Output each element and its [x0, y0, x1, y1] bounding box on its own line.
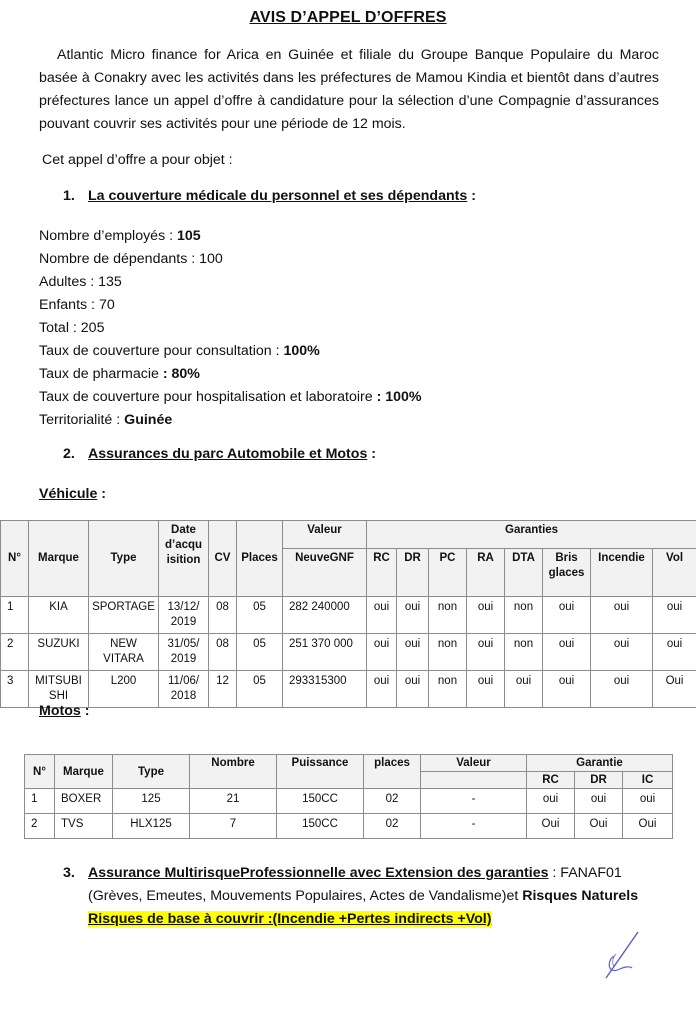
cell-marque: SUZUKI [29, 634, 89, 671]
cell-cv: 08 [209, 597, 237, 634]
col-header-garanties: Garanties [367, 521, 696, 549]
section-number: 2. [63, 446, 75, 462]
stat-label: Taux de couverture pour hospitalisation et laboratoire [39, 389, 377, 405]
stat-label: Total : [39, 320, 81, 336]
cell-vol: Oui [653, 671, 696, 708]
col-header-rc: RC [367, 549, 397, 597]
cell-type: HLX125 [113, 814, 190, 839]
col-header-marque: Marque [29, 521, 89, 597]
stat-value: 105 [177, 228, 201, 244]
cell-valeur: - [421, 814, 527, 839]
stat-territorialite [39, 409, 422, 432]
col-header-valeur-neuve: NeuveGNF [283, 549, 367, 597]
cell-rc: oui [367, 671, 397, 708]
stat-adultes [39, 271, 422, 294]
heading-suffix: : [467, 188, 476, 204]
cell-places: 05 [237, 634, 283, 671]
stat-label: Taux de couverture pour consultation : [39, 343, 284, 359]
cell-places: 05 [237, 671, 283, 708]
cell-dr: oui [575, 789, 623, 814]
cell-places: 02 [364, 814, 421, 839]
medical-stats-list [39, 225, 422, 432]
stat-value: : 100% [376, 389, 422, 405]
cell-incendie: oui [591, 671, 653, 708]
table-row [1, 597, 696, 634]
cell-places: 02 [364, 789, 421, 814]
col-header-nombre: Nombre [190, 755, 277, 789]
stat-label: Taux de pharmacie [39, 366, 163, 382]
col-header-puissance: Puissance [277, 755, 364, 789]
col-header-incendie: Incendie [591, 549, 653, 597]
highlighted-risques-base: Risques de base à couvrir :(Incendie +Pertes indirects +Vol) [88, 911, 492, 927]
cell-rc: Oui [527, 814, 575, 839]
section-title: Assurance MultirisqueProfessionnelle avec Extension des garanties [88, 865, 549, 881]
section-3-text: : FANAF01 (Grèves, Emeutes, Mouvements Populaires, Actes de Vandalisme)et [88, 865, 622, 904]
col-header-cv: CV [209, 521, 237, 597]
cell-dr: oui [397, 634, 429, 671]
col-header-valeur-sub [421, 772, 527, 789]
col-header-dta: DTA [505, 549, 543, 597]
cell-incendie: oui [591, 634, 653, 671]
cell-marque: KIA [29, 597, 89, 634]
cell-valeur: - [421, 789, 527, 814]
section-title: La couverture médicale du personnel et ses dépendants [88, 188, 468, 204]
cell-places: 05 [237, 597, 283, 634]
cell-bris-glaces: oui [543, 634, 591, 671]
objet-line: Cet appel d’offre a pour objet : [42, 152, 233, 168]
cell-puissance: 150CC [277, 814, 364, 839]
col-header-bris-glaces: Bris glaces [543, 549, 591, 597]
col-header-num: N° [25, 755, 55, 789]
cell-incendie: oui [591, 597, 653, 634]
section-3 [63, 862, 663, 931]
cell-type: NEW VITARA [89, 634, 159, 671]
stat-hospitalisation [39, 386, 422, 409]
table-row [25, 789, 673, 814]
cell-ra: oui [467, 597, 505, 634]
intro-paragraph [39, 44, 659, 136]
col-header-num: N° [1, 521, 29, 597]
col-header-pc: PC [429, 549, 467, 597]
cell-pc: non [429, 597, 467, 634]
cell-valeur: 293315300 [283, 671, 367, 708]
motos-table [24, 754, 673, 839]
cell-rc: oui [367, 634, 397, 671]
cell-date: 11/06/ 2018 [159, 671, 209, 708]
cell-date: 13/12/ 2019 [159, 597, 209, 634]
stat-value: 100% [283, 343, 320, 359]
section-number: 1. [63, 188, 75, 204]
table-row [25, 814, 673, 839]
col-header-marque: Marque [55, 755, 113, 789]
cell-dr: oui [397, 597, 429, 634]
cell-nombre: 21 [190, 789, 277, 814]
stat-label: Adultes : [39, 274, 99, 290]
cell-dr: oui [397, 671, 429, 708]
col-header-places: Places [237, 521, 283, 597]
table-row [1, 671, 696, 708]
heading-suffix: : [367, 446, 377, 462]
table-header-row [25, 755, 673, 772]
page-title: AVIS D’APPEL D’OFFRES [249, 9, 447, 26]
heading-suffix: : [97, 486, 107, 502]
cell-cv: 08 [209, 634, 237, 671]
stat-pharmacie [39, 363, 422, 386]
stat-label: Nombre de dépendants : [39, 251, 200, 267]
section-3-body [88, 862, 663, 931]
cell-ra: oui [467, 634, 505, 671]
vehicule-heading [39, 486, 106, 502]
motos-heading [39, 703, 89, 719]
section-number: 3. [63, 865, 75, 881]
stat-value: 205 [80, 320, 105, 336]
cell-marque: TVS [55, 814, 113, 839]
stat-consultation [39, 340, 422, 363]
cell-nombre: 7 [190, 814, 277, 839]
col-header-ic: IC [623, 772, 673, 789]
stat-label: Nombre d’employés : [39, 228, 177, 244]
heading-suffix: : [80, 703, 90, 719]
cell-vol: oui [653, 597, 696, 634]
cell-vol: oui [653, 634, 696, 671]
cell-valeur: 282 240000 [283, 597, 367, 634]
col-header-rc: RC [527, 772, 575, 789]
cell-puissance: 150CC [277, 789, 364, 814]
col-header-date: Date d’acqu isition [159, 521, 209, 597]
section-2-heading [63, 446, 376, 462]
cell-rc: oui [527, 789, 575, 814]
stat-value: 135 [98, 274, 122, 290]
subsection-title: Véhicule [39, 486, 98, 502]
col-header-dr: DR [397, 549, 429, 597]
stat-employes [39, 225, 422, 248]
cell-num: 2 [1, 634, 29, 671]
col-header-ra: RA [467, 549, 505, 597]
stat-total [39, 317, 422, 340]
signature-icon [598, 928, 648, 984]
section-1-heading [63, 188, 476, 204]
cell-cv: 12 [209, 671, 237, 708]
cell-dta: non [505, 597, 543, 634]
cell-pc: non [429, 671, 467, 708]
subsection-title: Motos [39, 703, 81, 719]
stat-dependants [39, 248, 422, 271]
cell-ic: Oui [623, 814, 673, 839]
cell-marque: MITSUBI SHI [29, 671, 89, 708]
table-header-row [1, 521, 696, 549]
stat-enfants [39, 294, 422, 317]
col-header-valeur: Valeur [421, 755, 527, 772]
cell-rc: oui [367, 597, 397, 634]
col-header-type: Type [113, 755, 190, 789]
cell-ic: oui [623, 789, 673, 814]
cell-dr: Oui [575, 814, 623, 839]
cell-type: 125 [113, 789, 190, 814]
cell-type: SPORTAGE [89, 597, 159, 634]
cell-ra: oui [467, 671, 505, 708]
col-header-vol: Vol [653, 549, 696, 597]
col-header-garantie: Garantie [527, 755, 673, 772]
vehicule-table [0, 520, 696, 708]
stat-value: 100 [199, 251, 223, 267]
cell-num: 1 [25, 789, 55, 814]
stat-label: Enfants : [39, 297, 99, 313]
table-row [1, 634, 696, 671]
cell-bris-glaces: oui [543, 671, 591, 708]
col-header-valeur: Valeur [283, 521, 367, 549]
cell-num: 3 [1, 671, 29, 708]
intro-text: Atlantic Micro finance for Arica en Guinée et filiale du Groupe Banque Populaire du Maroc basée à Conakry avec les activités dans les préfectures de Mamou Kindia et bientôt dans d’autres préfectures lance un appel d’offre à candidature pour la sélection d’une Compagnie d’assurances pouvant couvrir ses activités pour une période de 12 mois. [39, 47, 659, 132]
stat-value: 70 [98, 297, 115, 313]
cell-num: 1 [1, 597, 29, 634]
cell-date: 31/05/ 2019 [159, 634, 209, 671]
col-header-type: Type [89, 521, 159, 597]
cell-bris-glaces: oui [543, 597, 591, 634]
stat-label: Territorialité : [39, 412, 125, 428]
cell-type: L200 [89, 671, 159, 708]
stat-value: Guinée [124, 412, 173, 428]
cell-pc: non [429, 634, 467, 671]
risques-naturels: Risques Naturels [522, 888, 639, 904]
cell-valeur: 251 370 000 [283, 634, 367, 671]
stat-value: : 80% [162, 366, 200, 382]
cell-dta: non [505, 634, 543, 671]
col-header-dr: DR [575, 772, 623, 789]
cell-dta: oui [505, 671, 543, 708]
col-header-places: places [364, 755, 421, 789]
section-title: Assurances du parc Automobile et Motos [88, 446, 368, 462]
cell-num: 2 [25, 814, 55, 839]
cell-marque: BOXER [55, 789, 113, 814]
